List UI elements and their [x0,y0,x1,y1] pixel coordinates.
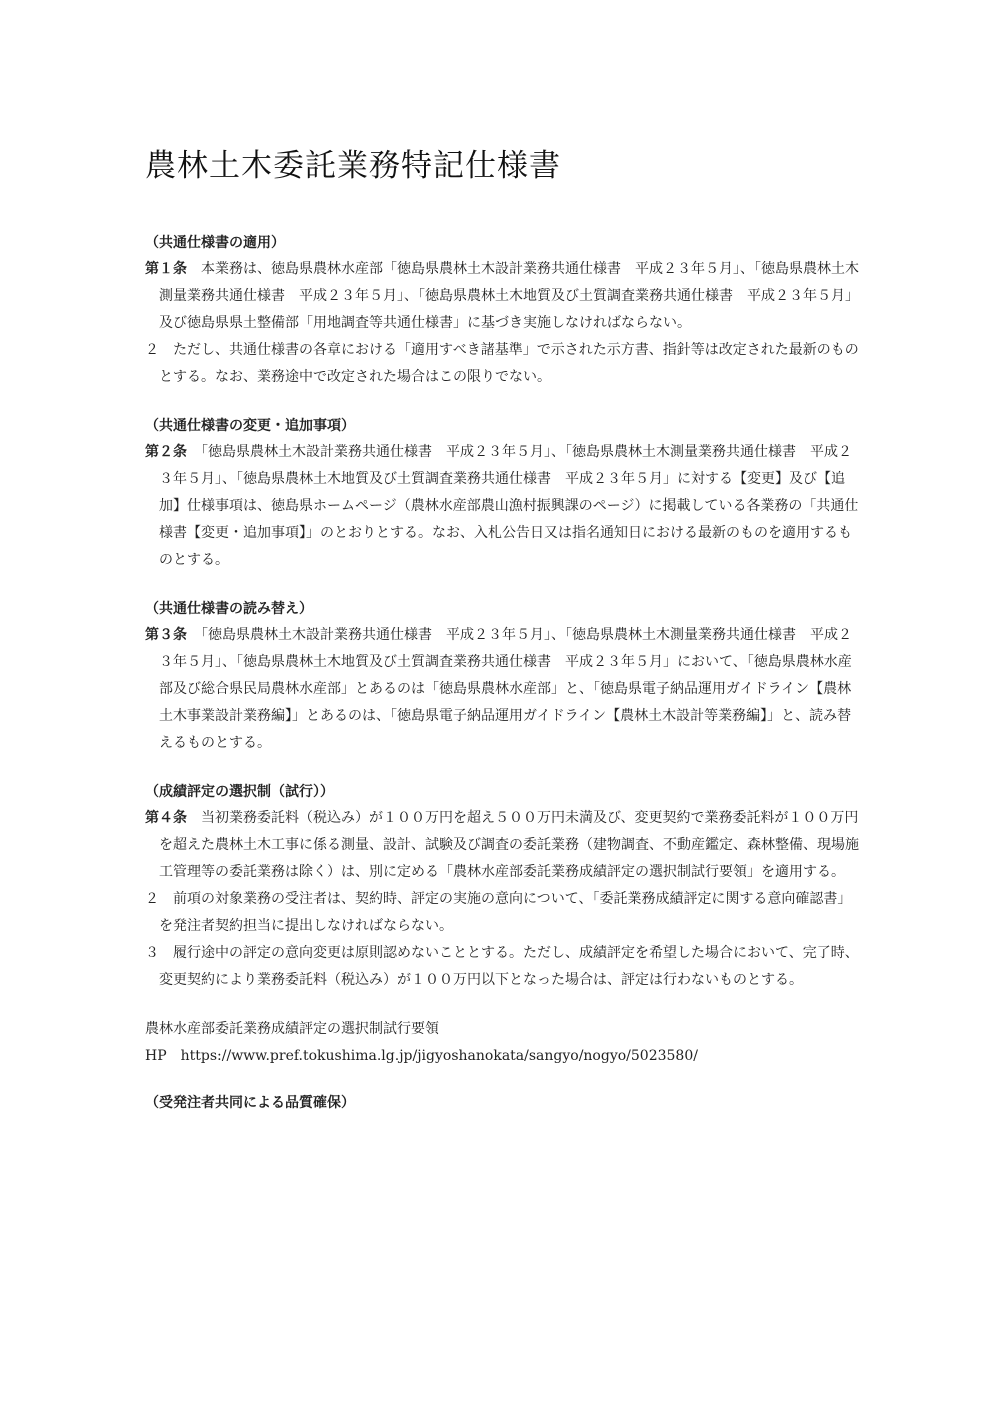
article-4 [145,805,860,886]
clause-text: ただし、共通仕様書の各章における「適用すべき諸基準」で示された示方書、指針等は改定された最新のものとする。なお、業務途中で改定された場合はこの限りでない。 [159,342,859,385]
article-number: 第４条 [145,810,187,826]
section-2 [145,413,860,574]
article-text: 「徳島県農林土木設計業務共通仕様書 平成２３年５月」、「徳島県農林土木測量業務共通仕様書 平成２３年５月」、「徳島県農林土木地質及び土質調査業務共通仕様書 平成２３年５月」において、「徳島県農林水産部及び総合県民局農林水産部」とあるのは「徳島県農林水産部」と、「徳島県電子納品運用ガイドライン【農林土木事業設計業務編】」とあるのは、「徳島県電子納品運用ガイドライン【農林土木設計等業務編】」と、読み替えるものとする。 [159,627,852,751]
reference-url[interactable]: HP https://www.pref.tokushima.lg.jp/jigyoshanokata/sangyo/nogyo/5023580/ [145,1048,698,1064]
clause-number: ３ [145,945,159,961]
section-heading: （共通仕様書の適用） [145,235,285,251]
article-text: 本業務は、徳島県農林水産部「徳島県農林土木設計業務共通仕様書 平成２３年５月」、「徳島県農林土木測量業務共通仕様書 平成２３年５月」、「徳島県農林土木地質及び土質調査業務共通仕様書 平成２３年５月」及び徳島県県土整備部「用地調査等共通仕様書」に基づき実施しなければならない。 [159,261,859,331]
section-heading-quality: （受発注者共同による品質確保） [145,1095,355,1111]
section-heading: （共通仕様書の変更・追加事項） [145,418,355,434]
article-4-clause-3 [145,940,860,994]
section-1 [145,230,860,391]
document-title: 農林土木委託業務特記仕様書 [145,148,561,184]
section-heading: （共通仕様書の読み替え） [145,601,313,617]
section-3 [145,596,860,757]
clause-number: ２ [145,342,159,358]
reference-title: 農林水産部委託業務成績評定の選択制試行要領 [145,1021,439,1037]
article-1-clause-2 [145,337,860,391]
section-heading: （成績評定の選択制（試行）） [145,784,334,800]
clause-text: 履行途中の評定の意向変更は原則認めないこととする。ただし、成績評定を希望した場合において、完了時、変更契約により業務委託料（税込み）が１００万円以下となった場合は、評定は行わないものとする。 [159,945,859,988]
article-text: 「徳島県農林土木設計業務共通仕様書 平成２３年５月」、「徳島県農林土木測量業務共通仕様書 平成２３年５月」、「徳島県農林土木地質及び土質調査業務共通仕様書 平成２３年５月」に対する【変更】及び【追加】仕様事項は、徳島県ホームページ（農林水産部農山漁村振興課のページ）に掲載している各業務の「共通仕様書【変更・追加事項】」のとおりとする。なお、入札公告日又は指名通知日における最新のものを適用するものとする。 [159,444,859,568]
article-number: 第２条 [145,444,187,460]
article-1 [145,256,860,337]
article-4-clause-2 [145,886,860,940]
clause-number: ２ [145,891,159,907]
clause-text: 前項の対象業務の受注者は、契約時、評定の実施の意向について、「委託業務成績評定に関する意向確認書」を発注者契約担当に提出しなければならない。 [159,891,852,934]
article-number: 第１条 [145,261,187,277]
article-text: 当初業務委託料（税込み）が１００万円を超え５００万円未満及び、変更契約で業務委託料が１００万円を超えた農林土木工事に係る測量、設計、試験及び調査の委託業務（建物調査、不動産鑑定、森林整備、現場施工管理等の委託業務は除く）は、別に定める「農林水産部委託業務成績評定の選択制試行要領」を適用する。 [159,810,859,880]
article-3 [145,622,860,757]
article-2 [145,439,860,574]
article-number: 第３条 [145,627,187,643]
section-4 [145,779,860,994]
